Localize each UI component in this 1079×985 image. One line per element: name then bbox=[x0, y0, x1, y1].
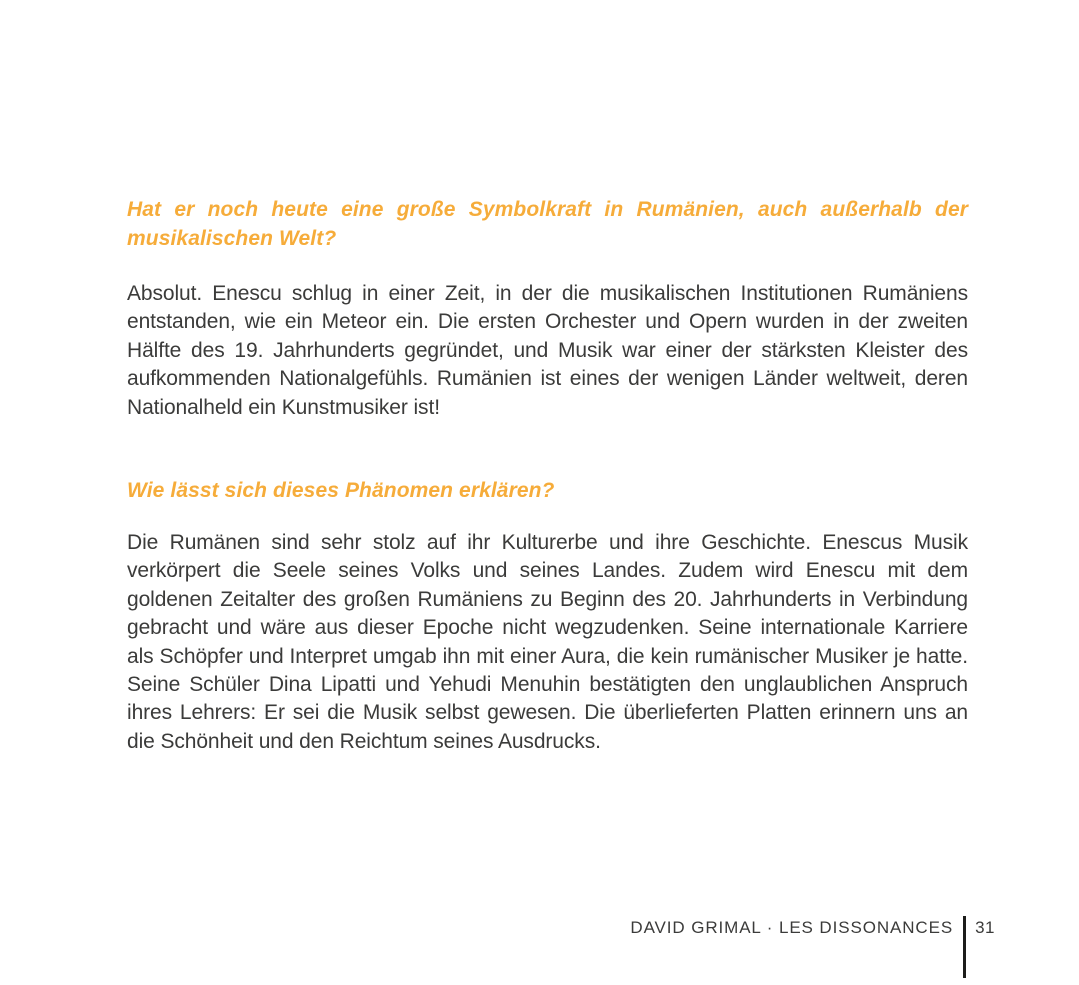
page-number: 31 bbox=[975, 918, 995, 937]
footer-divider-rule bbox=[963, 916, 966, 978]
answer-paragraph-1: Absolut. Enescu schlug in einer Zeit, in der die musikalischen Institutionen Rumäniens entstanden, wie ein Meteor ein. Die ersten Orchester und Opern wurden in der zweiten Hälfte des 19. Jahrhunderts gegründet, und Musik war einer der stärksten Kleister des aufkommenden Nationalgefühls. Rumänien ist eines der wenigen Länder weltweit, deren Nationalheld ein Kunstmusiker ist! bbox=[127, 282, 968, 419]
page-footer bbox=[630, 916, 995, 978]
interview-question-1: Hat er noch heute eine große Symbolkraft in Rumänien, auch außerhalb der musikalischen Welt? bbox=[127, 198, 968, 250]
answer-paragraph-2: Die Rumänen sind sehr stolz auf ihr Kulturerbe und ihre Geschichte. Enescus Musik verkörpert die Seele seines Volks und seines Landes. Zudem wird Enescu mit dem goldenen Zeitalter des großen Rumäniens zu Beginn des 20. Jahrhunderts in Verbindung gebracht und wäre aus dieser Epoche nicht wegzudenken. Seine internationale Karriere als Schöpfer und Interpret umgab ihn mit einer Aura, die kein rumänischer Musiker je hatte. Seine Schüler Dina Lipatti und Yehudi Menuhin bestätigten den unglaublichen Anspruch ihres Lehrers: Er sei die Musik selbst gewesen. Die überlieferten Platten erinnern uns an die Schönheit und den Reichtum seines Ausdrucks. bbox=[127, 531, 968, 753]
interview-question-2: Wie lässt sich dieses Phänomen erklären? bbox=[127, 479, 555, 502]
footer-running-title: DAVID GRIMAL · LES DISSONANCES bbox=[630, 918, 954, 937]
